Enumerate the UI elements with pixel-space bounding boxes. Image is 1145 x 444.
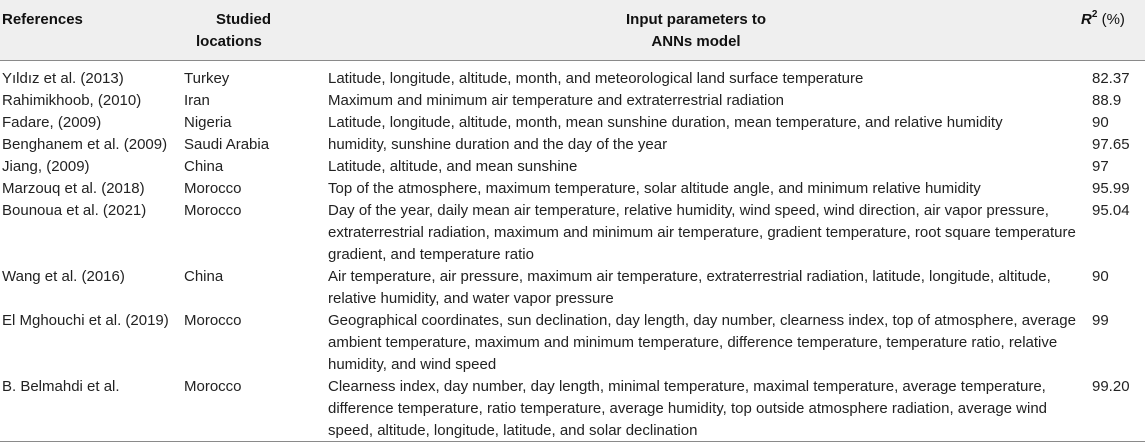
cell-r2: 99 bbox=[1092, 312, 1109, 329]
cell-r2: 90 bbox=[1092, 268, 1109, 285]
cell-reference: Fadare, (2009) bbox=[2, 114, 102, 131]
table-row bbox=[0, 90, 1145, 112]
table-row bbox=[0, 134, 1145, 156]
header-references: References bbox=[2, 11, 83, 28]
cell-reference: Bounoua et al. (2021) bbox=[2, 202, 147, 219]
table-row bbox=[0, 112, 1145, 134]
cell-reference: Wang et al. (2016) bbox=[2, 268, 125, 285]
cell-location: China bbox=[184, 158, 224, 175]
cell-reference: Benghanem et al. (2009) bbox=[2, 136, 168, 153]
cell-input-parameters: humidity, sunshine duration and the day of the year bbox=[328, 136, 668, 153]
cell-input-parameters: Maximum and minimum air temperature and extraterrestrial radiation bbox=[328, 92, 785, 109]
table-bottom-rule bbox=[0, 441, 1145, 442]
cell-r2: 97.65 bbox=[1092, 136, 1130, 153]
header-r2-sup: 2 bbox=[1091, 9, 1098, 20]
cell-r2: 95.04 bbox=[1092, 202, 1130, 219]
table-row bbox=[0, 200, 1145, 266]
cell-input-parameters: Latitude, altitude, and mean sunshine bbox=[328, 158, 578, 175]
header-r2-unit: (%) bbox=[1097, 11, 1125, 28]
cell-input-parameters: Geographical coordinates, sun declination, day length, day number, clearness index, top of atmosphere, average ambient temperature, maximum and minimum temperature, difference temperature, temperature ratio, relative humidity, and wind speed bbox=[328, 312, 1076, 373]
cell-input-parameters: Latitude, longitude, altitude, month, and meteorological land surface temperature bbox=[328, 70, 864, 87]
header-studied-line1: Studied bbox=[216, 11, 271, 28]
cell-r2: 90 bbox=[1092, 114, 1109, 131]
header-studied-locations bbox=[0, 9, 300, 53]
cell-location: Morocco bbox=[184, 202, 242, 219]
header-input-line2: ANNs model bbox=[651, 33, 741, 50]
cell-input-parameters: Clearness index, day number, day length, minimal temperature, maximal temperature, average temperature, difference temperature, ratio temperature, average humidity, top outside atmosphere radiation, average wind speed, altitude, longitude, latitude, and solar declination bbox=[328, 378, 1048, 439]
cell-location: Iran bbox=[184, 92, 210, 109]
table-header bbox=[0, 0, 1145, 61]
header-studied-line2: locations bbox=[196, 33, 262, 50]
cell-reference: Marzouq et al. (2018) bbox=[2, 180, 145, 197]
cell-reference: Yıldız et al. (2013) bbox=[2, 70, 124, 87]
cell-r2: 95.99 bbox=[1092, 180, 1130, 197]
cell-input-parameters: Air temperature, air pressure, maximum air temperature, extraterrestrial radiation, latitude, longitude, altitude, relative humidity, and water vapor pressure bbox=[328, 268, 1051, 307]
cell-r2: 99.20 bbox=[1092, 378, 1130, 395]
cell-reference: Jiang, (2009) bbox=[2, 158, 90, 175]
cell-r2: 97 bbox=[1092, 158, 1109, 175]
cell-location: Saudi Arabia bbox=[184, 136, 270, 153]
cell-location: Nigeria bbox=[184, 114, 232, 131]
cell-location: Morocco bbox=[184, 180, 242, 197]
table-row bbox=[0, 310, 1145, 376]
table-row bbox=[0, 178, 1145, 200]
cell-r2: 88.9 bbox=[1092, 92, 1122, 109]
cell-input-parameters: Latitude, longitude, altitude, month, mean sunshine duration, mean temperature, and relative humidity bbox=[328, 114, 1003, 131]
table-body bbox=[0, 61, 1145, 442]
header-r2 bbox=[1081, 9, 1125, 31]
cell-location: Morocco bbox=[184, 378, 242, 395]
table-row bbox=[0, 376, 1145, 442]
header-input-parameters bbox=[326, 9, 1066, 53]
header-input-line1: Input parameters to bbox=[625, 11, 767, 28]
cell-location: China bbox=[184, 268, 224, 285]
cell-location: Turkey bbox=[184, 70, 230, 87]
header-r2-letter: R bbox=[1081, 11, 1092, 28]
cell-reference: B. Belmahdi et al. bbox=[2, 378, 120, 395]
cell-r2: 82.37 bbox=[1092, 70, 1130, 87]
cell-reference: Rahimikhoob, (2010) bbox=[2, 92, 142, 109]
cell-reference: El Mghouchi et al. (2019) bbox=[2, 312, 169, 329]
cell-input-parameters: Day of the year, daily mean air temperature, relative humidity, wind speed, wind direction, air vapor pressure, extraterrestrial radiation, maximum and minimum air temperature, gradient temperature, root square temperature gradient, and temperature ratio bbox=[328, 202, 1076, 263]
table-row bbox=[0, 156, 1145, 178]
cell-location: Morocco bbox=[184, 312, 242, 329]
cell-input-parameters: Top of the atmosphere, maximum temperature, solar altitude angle, and minimum relative humidity bbox=[328, 180, 981, 197]
table-row bbox=[0, 266, 1145, 310]
table-row bbox=[0, 68, 1145, 90]
